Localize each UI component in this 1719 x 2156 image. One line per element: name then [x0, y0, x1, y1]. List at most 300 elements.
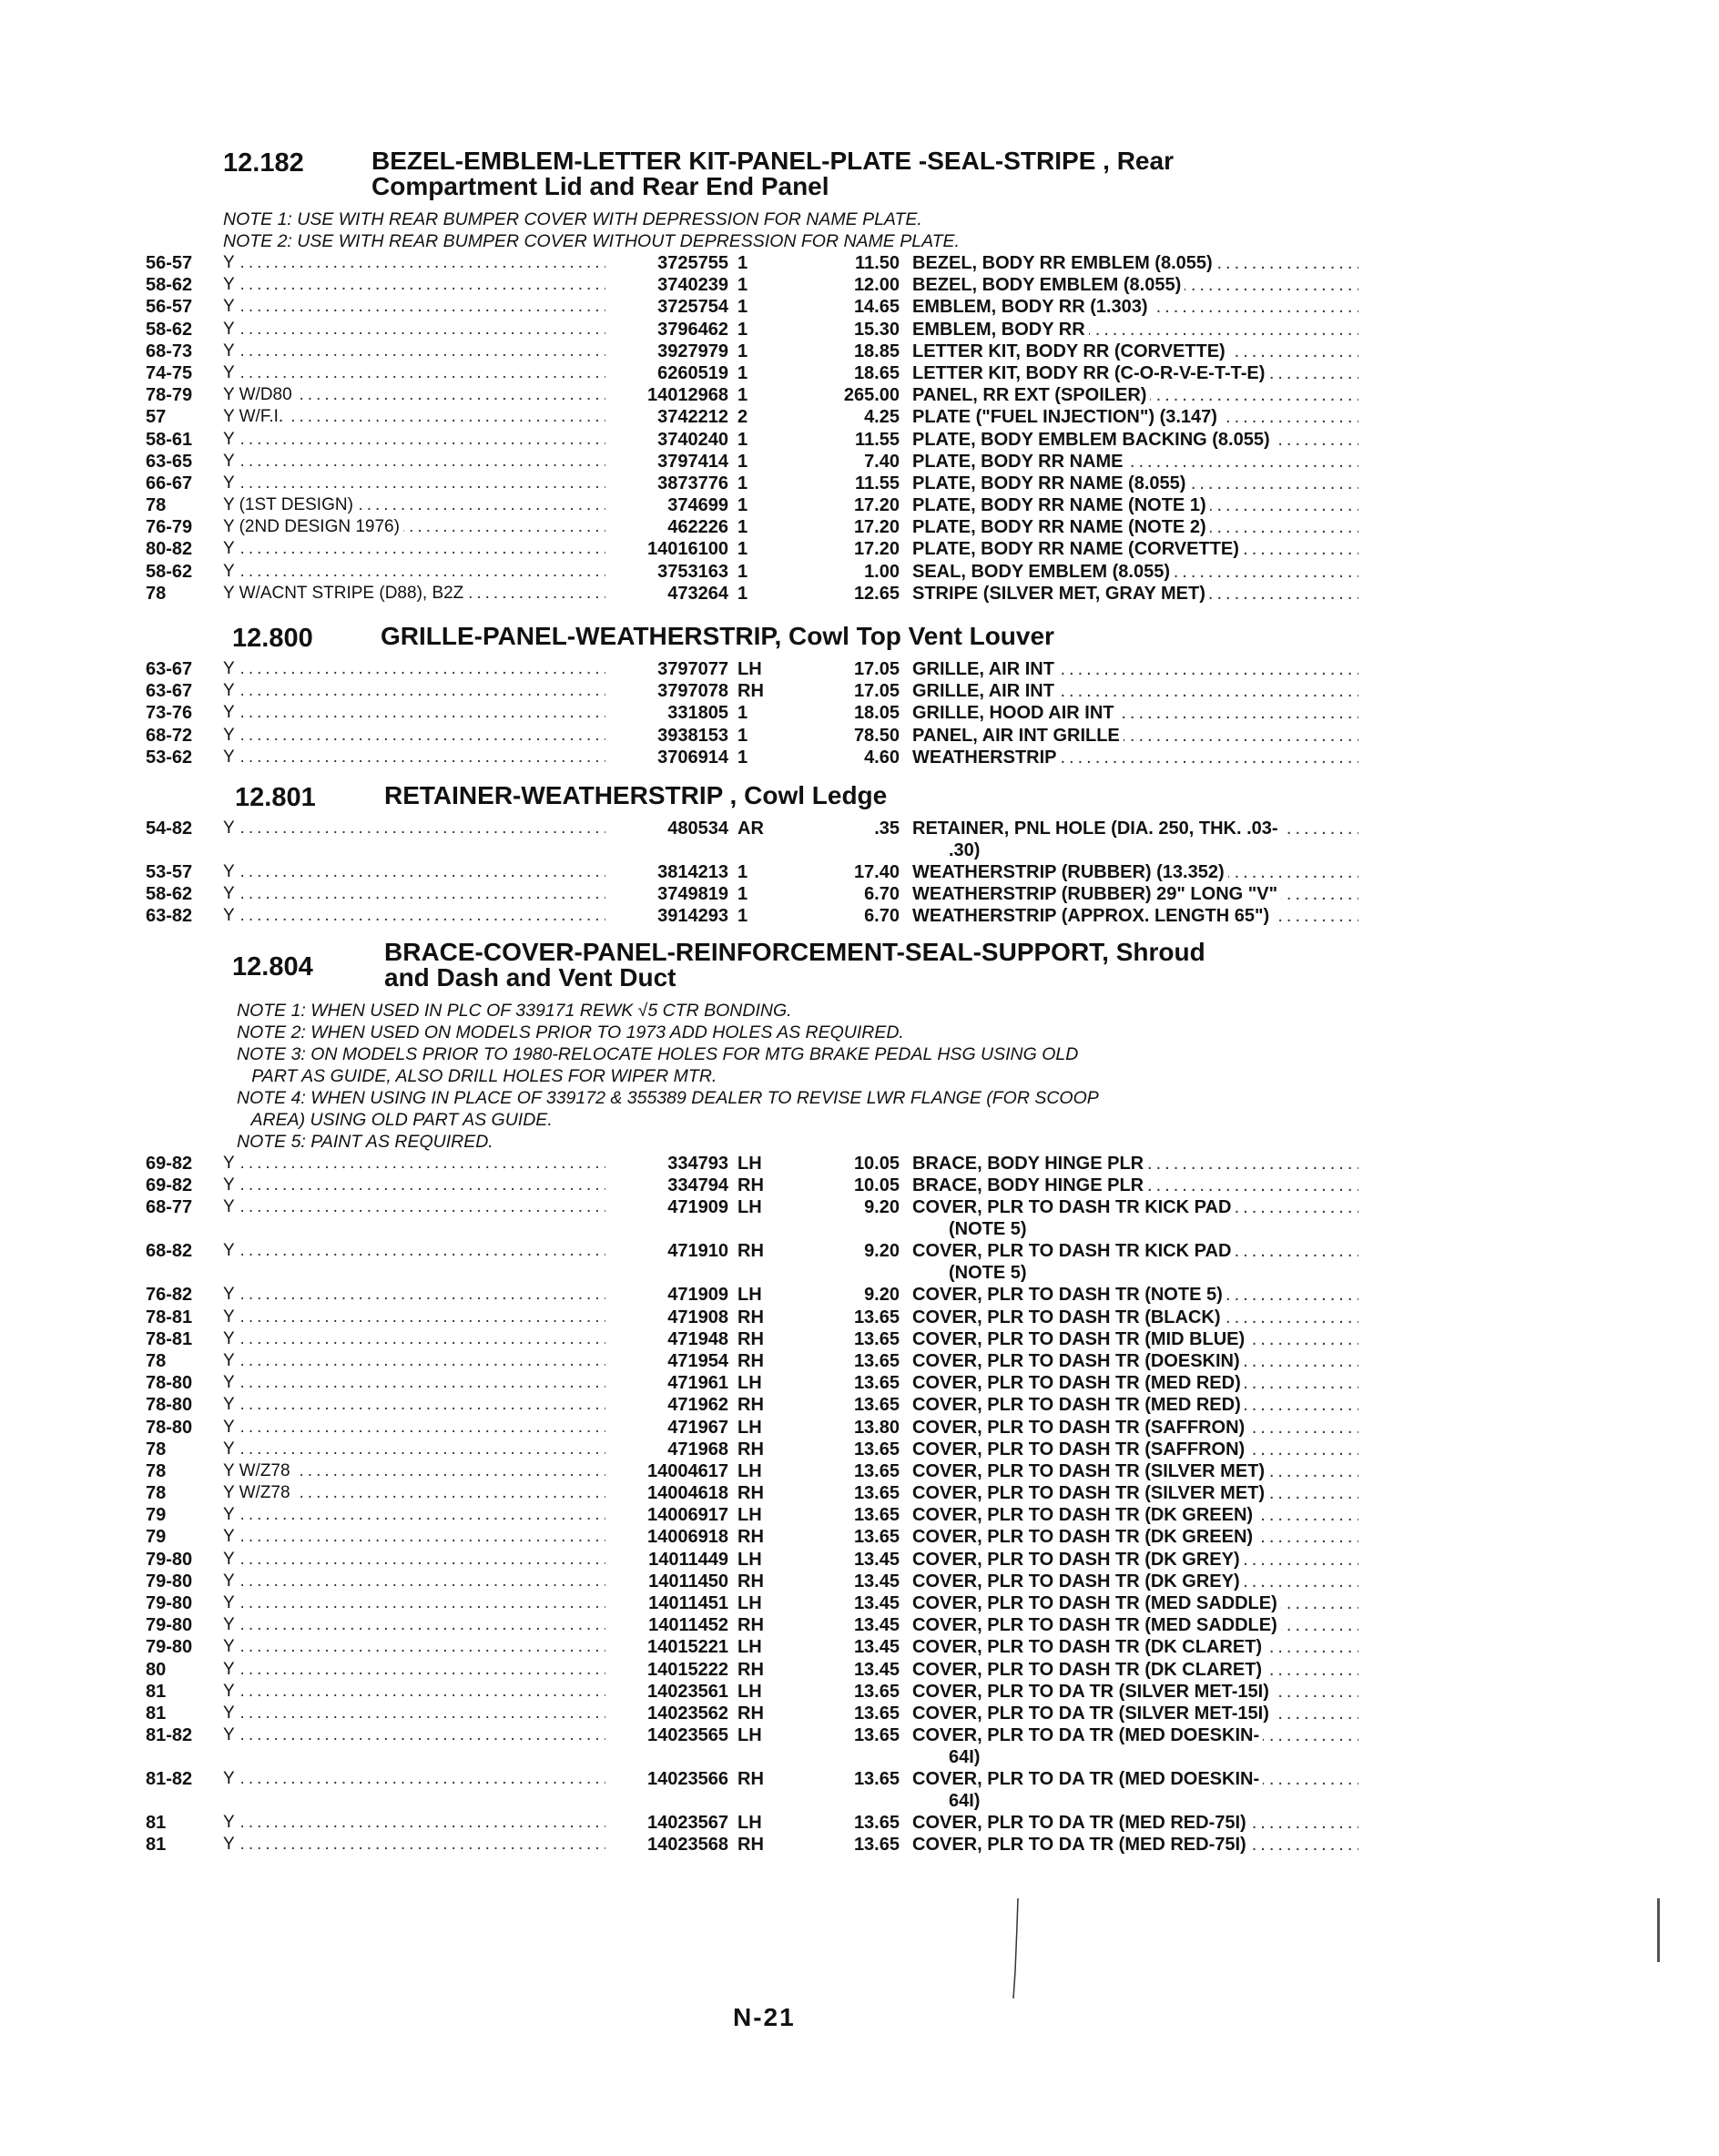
model-years: 78-81 — [146, 1328, 193, 1349]
description — [912, 1768, 1358, 1812]
usage-code — [223, 1703, 605, 1724]
quantity: RH — [737, 681, 764, 702]
model-years: 73-76 — [146, 703, 193, 724]
table-row — [146, 1659, 1357, 1681]
quantity: LH — [737, 1813, 762, 1834]
part-number: 471908 — [667, 1307, 728, 1327]
table-row — [146, 451, 1357, 473]
note-line: NOTE 2: WHEN USED ON MODELS PRIOR TO 1973 ADD HOLES AS REQUIRED. — [237, 1022, 904, 1042]
pen-mark — [1012, 1898, 1020, 1998]
usage-code-text: Y — [223, 681, 239, 700]
price: 17.20 — [853, 495, 900, 516]
usage-code — [223, 384, 605, 406]
part-number: 14023566 — [647, 1769, 728, 1790]
section-header — [146, 940, 1357, 991]
model-years: 63-67 — [146, 681, 193, 702]
description-text: COVER, PLR TO DASH TR (DK GREEN) — [912, 1505, 1256, 1525]
section-number: 12.801 — [235, 783, 316, 812]
quantity: 1 — [737, 473, 748, 493]
usage-code-text: Y — [223, 1418, 239, 1437]
part-number: 334793 — [667, 1154, 728, 1174]
description-text: COVER, PLR TO DASH TR (SILVER MET) — [912, 1483, 1268, 1503]
usage-code-text: Y — [223, 659, 239, 678]
quantity: 1 — [737, 906, 748, 927]
quantity: 1 — [737, 429, 748, 450]
table-row — [146, 1328, 1357, 1350]
description-text: PANEL, AIR INT GRILLE — [912, 726, 1124, 746]
description — [912, 658, 1358, 680]
quantity: RH — [737, 1328, 764, 1349]
model-years: 57 — [146, 407, 167, 428]
model-years: 56-57 — [146, 297, 193, 318]
table-row — [146, 1372, 1357, 1394]
quantity: RH — [737, 1659, 764, 1680]
part-number: 471967 — [667, 1417, 728, 1438]
usage-code — [223, 362, 605, 384]
price: 17.05 — [853, 659, 900, 679]
part-number: 14011450 — [648, 1571, 728, 1592]
table-row — [146, 1504, 1357, 1526]
part-number: 3740239 — [657, 275, 728, 296]
part-number: 14004617 — [647, 1460, 728, 1481]
model-years: 79-80 — [146, 1549, 193, 1570]
quantity: 1 — [737, 319, 748, 340]
part-number: 3740240 — [657, 429, 728, 450]
table-row — [146, 538, 1357, 560]
description — [912, 384, 1358, 406]
usage-code — [223, 1526, 605, 1548]
description-text: COVER, PLR TO DASH TR (DK CLARET) — [912, 1637, 1266, 1657]
quantity: LH — [737, 1460, 762, 1481]
model-years: 78-81 — [146, 1307, 193, 1327]
description-text: COVER, PLR TO DA TR (SILVER MET-15I) — [912, 1682, 1273, 1702]
price: 17.20 — [853, 539, 900, 560]
table-row — [146, 1571, 1357, 1592]
table-row — [146, 1153, 1357, 1175]
quantity: RH — [737, 1571, 764, 1592]
price: 4.25 — [864, 407, 900, 428]
description — [912, 702, 1358, 724]
model-years: 58-62 — [146, 561, 193, 582]
usage-code-text: Y (1ST DESIGN) — [223, 495, 357, 514]
quantity: 1 — [737, 747, 748, 768]
model-years: 79-80 — [146, 1571, 193, 1592]
description-text: COVER, PLR TO DASH TR (MED SADDLE) — [912, 1593, 1281, 1613]
description-text: COVER, PLR TO DASH TR (BLACK) — [912, 1307, 1225, 1327]
section-notes — [223, 208, 1357, 252]
part-number: 14011451 — [648, 1593, 728, 1613]
section-notes — [237, 1000, 1357, 1153]
table-row — [146, 516, 1357, 538]
description — [912, 473, 1358, 494]
table-row — [146, 680, 1357, 702]
parts-list — [146, 818, 1357, 928]
part-number: 14023567 — [647, 1813, 728, 1834]
usage-code — [223, 747, 605, 768]
part-number: 374699 — [667, 495, 728, 516]
description-text: COVER, PLR TO DASH TR (MED RED) — [912, 1395, 1245, 1415]
model-years: 69-82 — [146, 1175, 193, 1196]
quantity: 1 — [737, 495, 748, 516]
model-years: 76-82 — [146, 1285, 193, 1306]
quantity: RH — [737, 1395, 764, 1416]
usage-code-text: Y — [223, 320, 239, 339]
table-row — [146, 1636, 1357, 1658]
table-row — [146, 1350, 1357, 1372]
description — [912, 1659, 1358, 1681]
note-line: NOTE 3: ON MODELS PRIOR TO 1980-RELOCATE HOLES FOR MTG BRAKE PEDAL HSG USING OLD — [237, 1044, 1079, 1064]
table-row — [146, 561, 1357, 583]
model-years: 78-80 — [146, 1417, 193, 1438]
usage-code — [223, 905, 605, 927]
model-years: 79-80 — [146, 1637, 193, 1658]
usage-code — [223, 274, 605, 296]
note-line: AREA) USING OLD PART AS GUIDE. — [237, 1110, 553, 1130]
price: 13.45 — [853, 1615, 900, 1636]
description — [912, 1417, 1358, 1439]
table-row — [146, 473, 1357, 494]
part-number: 331805 — [667, 703, 728, 724]
usage-code — [223, 583, 605, 605]
price: 7.40 — [864, 451, 900, 472]
usage-code — [223, 1307, 605, 1328]
model-years: 69-82 — [146, 1154, 193, 1174]
usage-code — [223, 1153, 605, 1175]
usage-code-text: Y — [223, 341, 239, 361]
price: 10.05 — [853, 1154, 900, 1174]
part-number: 14023562 — [647, 1703, 728, 1724]
model-years: 81 — [146, 1703, 167, 1724]
part-number: 14015221 — [647, 1637, 728, 1658]
price: 13.65 — [853, 1328, 900, 1349]
quantity: 1 — [737, 253, 748, 273]
parts-list — [146, 252, 1357, 605]
part-number: 471961 — [667, 1373, 728, 1394]
usage-code — [223, 702, 605, 724]
note-line: PART AS GUIDE, ALSO DRILL HOLES FOR WIPER MTR. — [237, 1066, 717, 1086]
part-number: 6260519 — [657, 362, 728, 383]
model-years: 78 — [146, 1439, 167, 1459]
description-text: PLATE, BODY RR NAME — [912, 452, 1127, 472]
part-number: 334794 — [667, 1175, 728, 1196]
price: 78.50 — [853, 725, 900, 746]
usage-code-text: Y — [223, 1835, 239, 1854]
usage-code-text: Y — [223, 1615, 239, 1634]
price: 13.65 — [853, 1395, 900, 1416]
section-12-801 — [146, 783, 1357, 928]
table-row — [146, 1768, 1357, 1812]
model-years: 81-82 — [146, 1725, 193, 1746]
usage-code-text: Y — [223, 473, 239, 493]
part-number: 14011452 — [648, 1615, 728, 1636]
part-number: 3938153 — [657, 725, 728, 746]
description-continued: 64I) — [949, 1791, 983, 1811]
description-continued: .30) — [949, 840, 983, 860]
description — [912, 1614, 1358, 1636]
usage-code-text: Y — [223, 1637, 239, 1656]
description-text: GRILLE, HOOD AIR INT — [912, 703, 1117, 723]
usage-code — [223, 1571, 605, 1592]
usage-code — [223, 1372, 605, 1394]
table-row — [146, 1592, 1357, 1614]
quantity: 1 — [737, 862, 748, 882]
usage-code — [223, 1196, 605, 1218]
description-text: BEZEL, BODY EMBLEM (8.055) — [912, 275, 1185, 295]
description — [912, 516, 1358, 538]
description — [912, 725, 1358, 747]
description-text: COVER, PLR TO DA TR (SILVER MET-15I) — [912, 1703, 1273, 1724]
price: 13.45 — [853, 1659, 900, 1680]
model-years: 68-73 — [146, 341, 193, 361]
usage-code — [223, 1614, 605, 1636]
part-number: 473264 — [667, 583, 728, 604]
quantity: RH — [737, 1527, 764, 1548]
usage-code — [223, 1504, 605, 1526]
section-12-800 — [146, 624, 1357, 768]
price: 13.45 — [853, 1571, 900, 1592]
usage-code-text: Y — [223, 1154, 239, 1173]
usage-code — [223, 406, 605, 428]
description-text: COVER, PLR TO DA TR (MED RED-75I) — [912, 1835, 1250, 1855]
usage-code — [223, 451, 605, 473]
model-years: 79 — [146, 1505, 167, 1526]
usage-code-text: Y — [223, 1571, 239, 1591]
description-text: EMBLEM, BODY RR (1.303) — [912, 297, 1152, 317]
usage-code-text: Y — [223, 1813, 239, 1832]
table-row — [146, 1482, 1357, 1504]
description-text: COVER, PLR TO DASH TR (DOESKIN) — [912, 1351, 1244, 1371]
part-number: 3725754 — [657, 297, 728, 318]
usage-code-text: Y — [223, 1660, 239, 1679]
table-row — [146, 362, 1357, 384]
part-number: 471962 — [667, 1395, 728, 1416]
part-number: 14023565 — [647, 1725, 728, 1746]
description-text: RETAINER, PNL HOLE (DIA. 250, THK. .03- — [912, 819, 1282, 839]
usage-code — [223, 473, 605, 494]
description-text: PLATE, BODY RR NAME (CORVETTE) — [912, 539, 1243, 559]
section-header — [146, 781, 1357, 812]
table-row — [146, 1834, 1357, 1856]
description — [912, 274, 1358, 296]
usage-code-text: Y — [223, 1285, 239, 1304]
description-text: SEAL, BODY EMBLEM (8.055) — [912, 562, 1174, 582]
quantity: RH — [737, 1350, 764, 1371]
usage-code-text: Y — [223, 430, 239, 449]
usage-code — [223, 1681, 605, 1703]
description-text: WEATHERSTRIP (RUBBER) (13.352) — [912, 862, 1228, 882]
usage-code — [223, 883, 605, 905]
description-text: BEZEL, BODY RR EMBLEM (8.055) — [912, 253, 1216, 273]
description-text: GRILLE, AIR INT — [912, 681, 1058, 701]
table-row — [146, 341, 1357, 362]
note-line: NOTE 1: WHEN USED IN PLC OF 339171 REWK √5 CTR BONDING. — [237, 1001, 792, 1021]
usage-code — [223, 725, 605, 747]
description-text: PLATE, BODY EMBLEM BACKING (8.055) — [912, 430, 1274, 450]
description — [912, 1284, 1358, 1306]
model-years: 66-67 — [146, 473, 193, 493]
usage-code — [223, 1724, 605, 1746]
model-years: 54-82 — [146, 819, 193, 839]
description-text: GRILLE, AIR INT — [912, 659, 1058, 679]
usage-code-text: Y — [223, 1351, 239, 1370]
description — [912, 1703, 1358, 1724]
part-number: 480534 — [667, 819, 728, 839]
section-number: 12.804 — [232, 952, 313, 981]
price: 13.65 — [853, 1307, 900, 1327]
usage-code — [223, 1350, 605, 1372]
table-row — [146, 725, 1357, 747]
price: 13.65 — [853, 1460, 900, 1481]
usage-code-text: Y — [223, 1550, 239, 1569]
description-text: COVER, PLR TO DASH TR KICK PAD — [912, 1197, 1235, 1217]
description-text: COVER, PLR TO DASH TR (DK GREY) — [912, 1550, 1244, 1570]
usage-code-text: Y — [223, 1373, 239, 1392]
part-number: 14023561 — [647, 1681, 728, 1702]
parts-list — [146, 1153, 1357, 1856]
table-row — [146, 319, 1357, 341]
price: 13.65 — [853, 1725, 900, 1746]
usage-code-text: Y — [223, 1439, 239, 1459]
usage-code-text: Y — [223, 1395, 239, 1414]
usage-code — [223, 861, 605, 883]
part-number: 14023568 — [647, 1835, 728, 1856]
description — [912, 1571, 1358, 1592]
section-title — [384, 940, 1357, 991]
model-years: 80-82 — [146, 539, 193, 560]
description-text: STRIPE (SILVER MET, GRAY MET) — [912, 584, 1209, 604]
model-years: 79 — [146, 1527, 167, 1548]
part-number: 3706914 — [657, 747, 728, 768]
table-row — [146, 1526, 1357, 1548]
description — [912, 1724, 1358, 1768]
price: 9.20 — [864, 1285, 900, 1306]
table-row — [146, 1812, 1357, 1834]
quantity: LH — [737, 1417, 762, 1438]
description — [912, 1549, 1358, 1571]
description-text: LETTER KIT, BODY RR (C-O-R-V-E-T-T-E) — [912, 363, 1268, 383]
description — [912, 406, 1358, 428]
usage-code-text: Y W/D80 — [223, 385, 296, 404]
quantity: RH — [737, 1483, 764, 1504]
usage-code — [223, 680, 605, 702]
description-text: PANEL, RR EXT (SPOILER) — [912, 385, 1150, 405]
model-years: 56-57 — [146, 253, 193, 273]
description-text: WEATHERSTRIP (RUBBER) 29" LONG "V" — [912, 884, 1281, 904]
model-years: 63-67 — [146, 659, 193, 679]
table-row — [146, 1460, 1357, 1482]
usage-code-text: Y — [223, 884, 239, 903]
usage-code — [223, 296, 605, 318]
section-title — [384, 783, 1357, 808]
table-row — [146, 747, 1357, 768]
description — [912, 1460, 1358, 1482]
usage-code — [223, 658, 605, 680]
table-row — [146, 429, 1357, 451]
usage-code — [223, 319, 605, 341]
table-row — [146, 1439, 1357, 1460]
usage-code — [223, 1394, 605, 1416]
quantity: 1 — [737, 297, 748, 318]
usage-code-text: Y — [223, 1703, 239, 1723]
usage-code-text: Y — [223, 906, 239, 925]
description-continued: 64I) — [949, 1747, 983, 1767]
price: 1.00 — [864, 561, 900, 582]
model-years: 58-62 — [146, 319, 193, 340]
description — [912, 1636, 1358, 1658]
table-row — [146, 1240, 1357, 1284]
quantity: 1 — [737, 884, 748, 905]
table-row — [146, 905, 1357, 927]
usage-code — [223, 1549, 605, 1571]
part-number: 14012968 — [647, 385, 728, 406]
price: 9.20 — [864, 1197, 900, 1218]
description — [912, 1592, 1358, 1614]
description — [912, 747, 1358, 768]
quantity: LH — [737, 1725, 762, 1746]
description — [912, 1834, 1358, 1856]
description-text: COVER, PLR TO DASH TR (DK CLARET) — [912, 1660, 1266, 1680]
description-text: COVER, PLR TO DASH TR (DK GREEN) — [912, 1527, 1256, 1547]
table-row — [146, 296, 1357, 318]
table-row — [146, 818, 1357, 861]
description — [912, 1328, 1358, 1350]
part-number: 14004618 — [647, 1483, 728, 1504]
quantity: LH — [737, 1681, 762, 1702]
section-title — [381, 624, 1357, 649]
table-row — [146, 1549, 1357, 1571]
usage-code-text: Y — [223, 1769, 239, 1788]
price: 6.70 — [864, 884, 900, 905]
table-row — [146, 1724, 1357, 1768]
price: 18.05 — [853, 703, 900, 724]
price: 11.50 — [855, 253, 900, 273]
price: 17.40 — [853, 862, 900, 882]
price: 17.05 — [853, 681, 900, 702]
description-text: PLATE, BODY RR NAME (NOTE 2) — [912, 517, 1210, 537]
table-row — [146, 883, 1357, 905]
parts-list — [146, 658, 1357, 768]
description — [912, 538, 1358, 560]
description — [912, 1504, 1358, 1526]
model-years: 58-62 — [146, 884, 193, 905]
usage-code-text: Y — [223, 703, 239, 722]
usage-code — [223, 1460, 605, 1482]
quantity: RH — [737, 1439, 764, 1459]
description-text: COVER, PLR TO DASH TR (MID BLUE) — [912, 1329, 1248, 1349]
quantity: LH — [737, 1505, 762, 1526]
section-title-line1: BEZEL-EMBLEM-LETTER KIT-PANEL-PLATE -SEAL-STRIPE , Rear — [371, 147, 1174, 175]
usage-code-text: Y — [223, 1527, 239, 1546]
note-line: NOTE 4: WHEN USING IN PLACE OF 339172 & 355389 DEALER TO REVISE LWR FLANGE (FOR SCOOP — [237, 1088, 1099, 1108]
usage-code-text: Y — [223, 1725, 239, 1744]
model-years: 74-75 — [146, 362, 193, 383]
usage-code — [223, 1834, 605, 1856]
model-years: 78 — [146, 1460, 167, 1481]
section-header — [146, 148, 1357, 199]
description-text: PLATE ("FUEL INJECTION") (3.147) — [912, 407, 1221, 427]
model-years: 80 — [146, 1659, 167, 1680]
usage-code — [223, 561, 605, 583]
section-title-line1: BRACE-COVER-PANEL-REINFORCEMENT-SEAL-SUPPORT, Shroud — [384, 938, 1205, 966]
note-line: NOTE 5: PAINT AS REQUIRED. — [237, 1132, 493, 1152]
description — [912, 1350, 1358, 1372]
price: .35 — [874, 819, 900, 839]
usage-code-text: Y W/Z78 — [223, 1483, 294, 1502]
model-years: 79-80 — [146, 1593, 193, 1613]
section-title-line2: Compartment Lid and Rear End Panel — [371, 172, 829, 200]
quantity: RH — [737, 1615, 764, 1636]
usage-code-text: Y — [223, 1329, 239, 1348]
